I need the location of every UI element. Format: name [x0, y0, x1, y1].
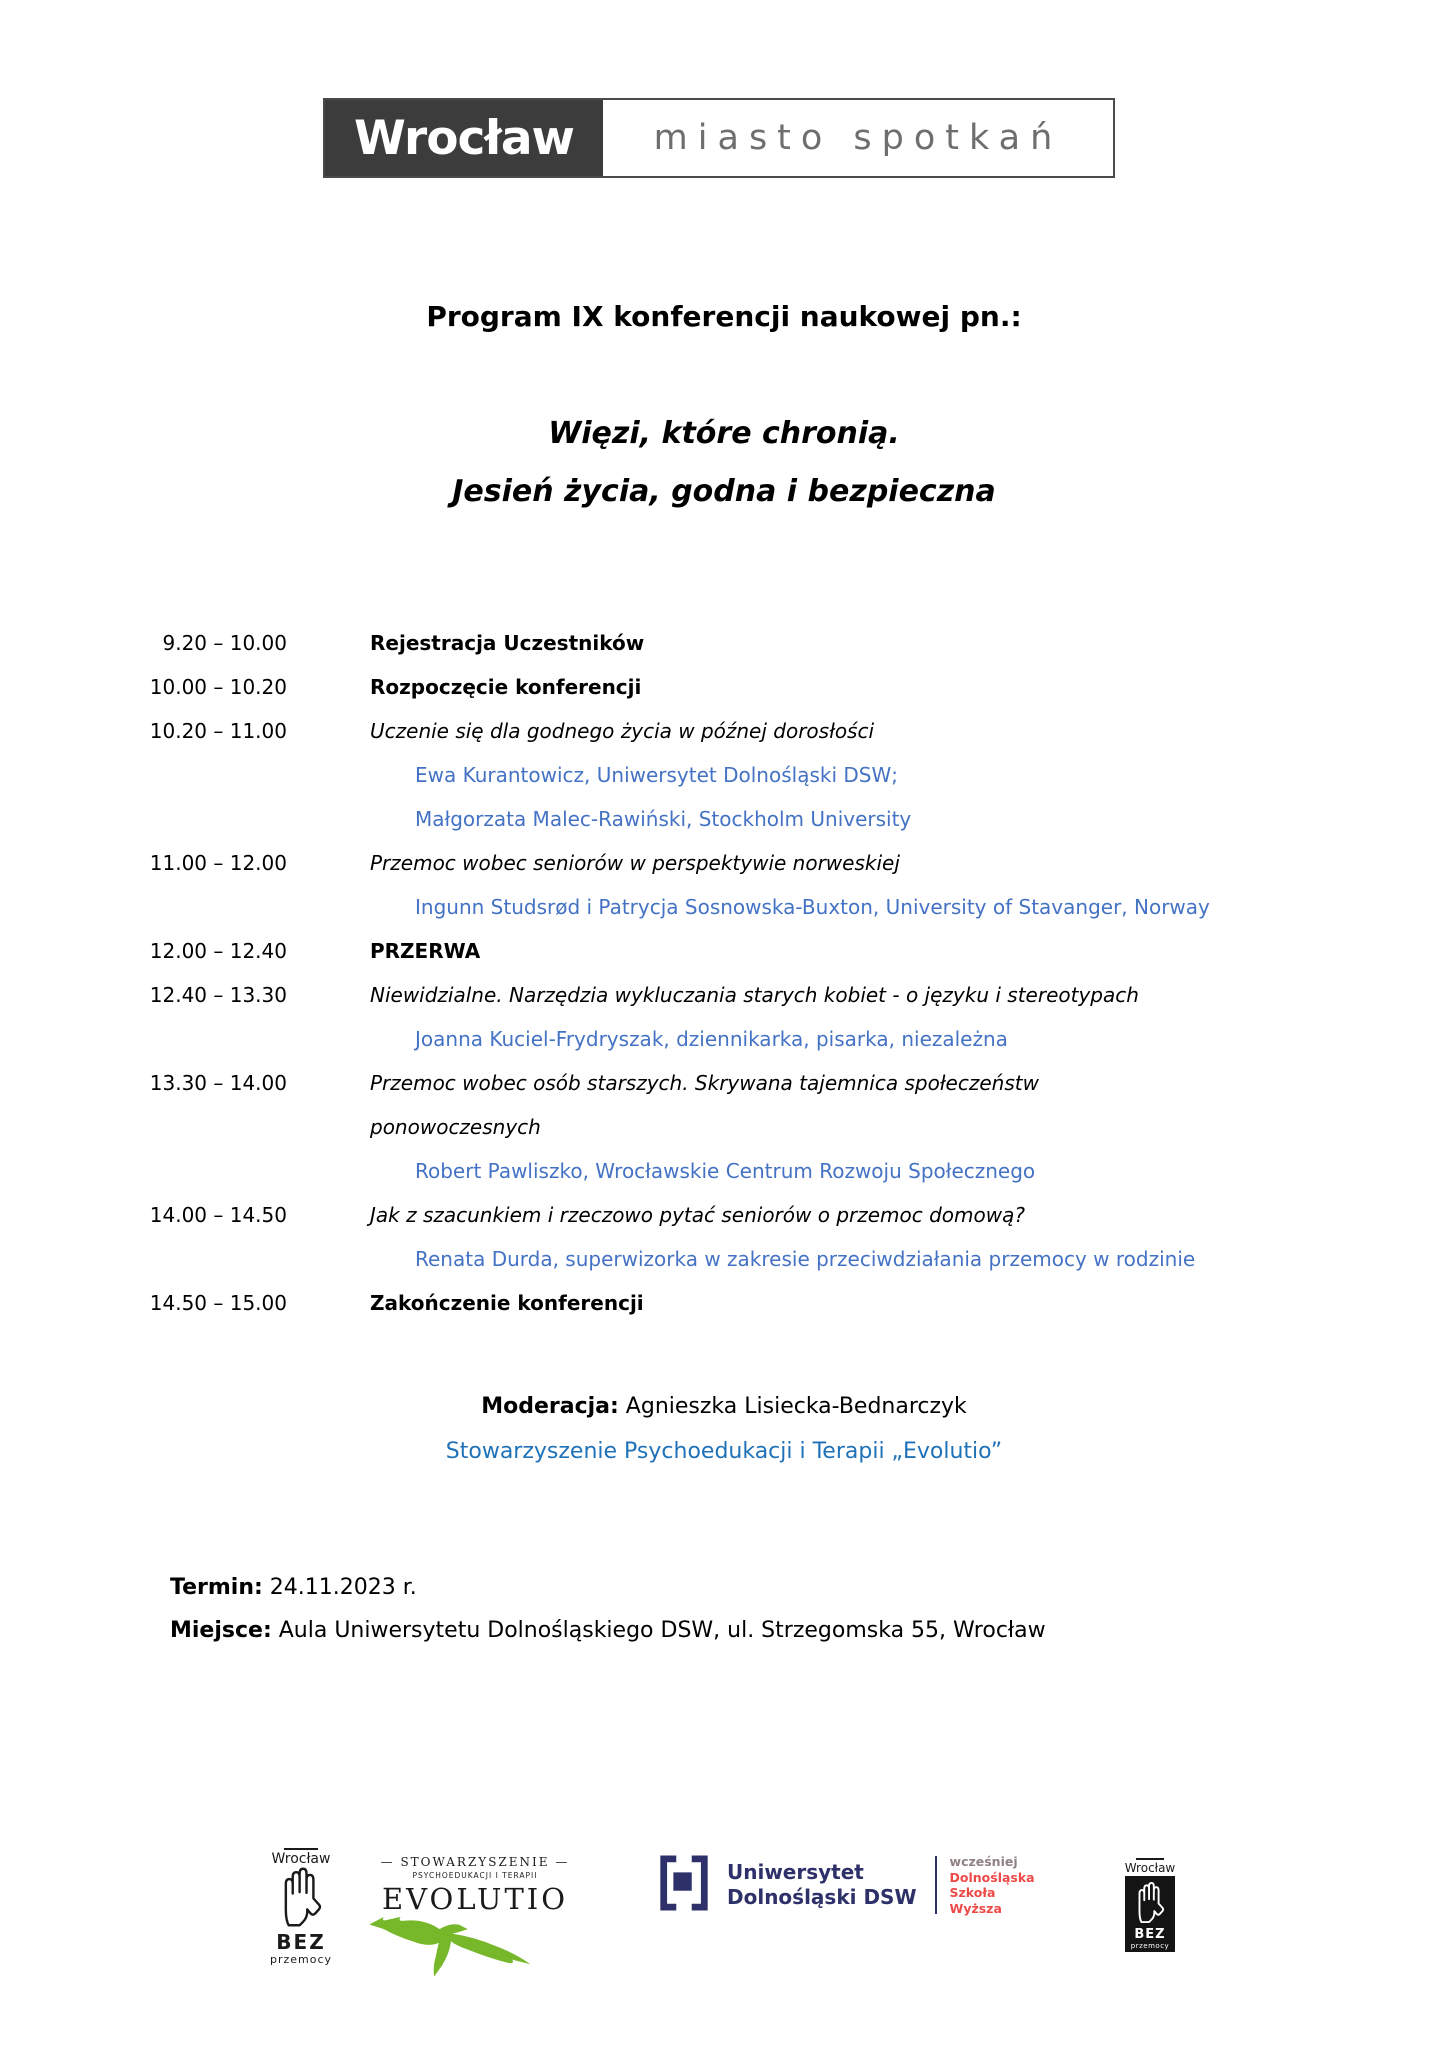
schedule-row: [144, 885, 1344, 929]
schedule-speaker: Ewa Kurantowicz, Uniwersytet Dolnośląski DSW;: [415, 763, 898, 787]
schedule-speaker: Małgorzata Malec-Rawiński, Stockholm University: [415, 807, 912, 831]
schedule-row: [144, 973, 1344, 1017]
schedule-row: [144, 1105, 1344, 1149]
schedule-row: [144, 753, 1344, 797]
schedule-title: Niewidzialne. Narzędzia wykluczania starych kobiet - o języku i stereotypach: [370, 983, 1139, 1007]
conference-subtitle-line2: Jesień życia, godna i bezpieczna: [452, 474, 996, 509]
schedule-speaker: Joanna Kuciel-Frydryszak, dziennikarka, pisarka, niezależna: [415, 1027, 1008, 1051]
schedule-time: 9.20 – 10.00: [162, 631, 287, 655]
wroclaw-city-logo: [323, 98, 1115, 178]
schedule-row: [144, 1193, 1344, 1237]
schedule-row: [144, 797, 1344, 841]
evolutio-subtitle: PSYCHOEDUKACJI I TERAPII: [412, 1871, 538, 1880]
date-label: Termin:: [170, 1575, 263, 1600]
logo-city-label: Wrocław: [271, 1851, 331, 1867]
schedule-time: [144, 885, 287, 929]
schedule-time: 13.30 – 14.00: [149, 1071, 287, 1095]
university-name: [727, 1860, 917, 1910]
logo-dark-box: [1125, 1876, 1175, 1952]
schedule-row: [144, 1149, 1344, 1193]
conference-subtitle: [0, 405, 1448, 521]
schedule-row: [144, 841, 1344, 885]
schedule-row: [144, 665, 1344, 709]
schedule: [144, 621, 1344, 1325]
schedule-title: Zakończenie konferencji: [370, 1291, 644, 1315]
logo-city-label: Wrocław: [1124, 1861, 1176, 1875]
wroclaw-logo-name: Wrocław: [325, 100, 603, 176]
moderation-organization: Stowarzyszenie Psychoedukacji i Terapii „Evolutio”: [445, 1439, 1003, 1464]
moderation-label: Moderacja:: [481, 1394, 619, 1419]
schedule-time: [144, 1149, 287, 1193]
schedule-time: [144, 1017, 287, 1061]
former-label: wcześniej: [949, 1854, 1018, 1869]
schedule-speaker: Renata Durda, superwizorka w zakresie przeciwdziałania przemocy w rodzinie: [415, 1247, 1196, 1271]
logo-overline: [1136, 1858, 1164, 1860]
schedule-row: [144, 1281, 1344, 1325]
schedule-time: 12.40 – 13.30: [149, 983, 287, 1007]
wroclaw-logo-tagline: miasto spotkań: [653, 118, 1063, 158]
schedule-title: Rejestracja Uczestników: [370, 631, 645, 655]
schedule-speaker: Ingunn Studsrød i Patrycja Sosnowska-Buxton, University of Stavanger, Norway: [415, 895, 1210, 919]
venue-value: Aula Uniwersytetu Dolnośląskiego DSW, ul. Strzegomska 55, Wrocław: [271, 1618, 1046, 1643]
schedule-time: [144, 753, 287, 797]
logo-evolutio: [375, 1856, 575, 1914]
schedule-time: 10.20 – 11.00: [149, 719, 287, 743]
schedule-title: Uczenie się dla godnego życia w późnej dorosłości: [370, 719, 875, 743]
schedule-time: [144, 797, 287, 841]
schedule-time: [144, 1105, 287, 1149]
logo-wroclaw-bez-przemocy-dark: [1118, 1858, 1182, 1952]
logo-university-dsw: [655, 1854, 1035, 1916]
logo-bez-text: BEZ: [276, 1930, 326, 1954]
logo-przemocy-text: przemocy: [269, 1953, 333, 1966]
former-name-line2: Szkoła: [949, 1885, 996, 1900]
venue-line: [170, 1609, 1046, 1652]
university-name-line2: Dolnośląski DSW: [727, 1885, 917, 1909]
hand-icon: [1134, 1909, 1166, 1928]
evolutio-association-label: — STOWARZYSZENIE —: [380, 1855, 570, 1869]
schedule-row: [144, 1237, 1344, 1281]
schedule-row: [144, 1061, 1344, 1105]
logo-overline: [284, 1848, 318, 1850]
schedule-title: ponowoczesnych: [370, 1115, 541, 1139]
university-name-line1: Uniwersytet: [727, 1860, 864, 1884]
schedule-time: [144, 1237, 287, 1281]
schedule-time: 11.00 – 12.00: [149, 851, 287, 875]
schedule-title: Jak z szacunkiem i rzeczowo pytać seniorów o przemoc domową?: [370, 1203, 1025, 1227]
former-name-line1: Dolnośląska: [949, 1869, 1035, 1885]
university-logo-divider: [935, 1856, 937, 1914]
conference-subtitle-line1: Więzi, które chronią.: [548, 416, 900, 451]
bracket-square-icon: [655, 1854, 713, 1916]
schedule-title: Przemoc wobec seniorów w perspektywie norweskiej: [370, 851, 900, 875]
date-line: [170, 1566, 1046, 1609]
schedule-time: 12.00 – 12.40: [149, 939, 287, 963]
date-value: 24.11.2023 r.: [262, 1575, 417, 1600]
schedule-speaker: Robert Pawliszko, Wrocławskie Centrum Rozwoju Społecznego: [415, 1159, 1036, 1183]
evolutio-name: EVOLUTIO: [381, 1881, 569, 1916]
venue-label: Miejsce:: [170, 1618, 272, 1643]
university-former-name: [950, 1854, 1035, 1916]
conference-title: Program IX konferencji naukowej pn.:: [426, 300, 1022, 333]
schedule-title: PRZERWA: [370, 939, 481, 963]
logo-przemocy-text: przemocy: [1130, 1942, 1170, 1950]
schedule-title: Przemoc wobec osób starszych. Skrywana tajemnica społeczeństw: [370, 1071, 1039, 1095]
schedule-title: Rozpoczęcie konferencji: [370, 675, 642, 699]
logo-wroclaw-bez-przemocy-light: [258, 1848, 344, 1965]
moderation-block: [0, 1384, 1448, 1474]
former-name-line3: Wyższa: [949, 1900, 1002, 1916]
schedule-time: 10.00 – 10.20: [149, 675, 287, 699]
schedule-time: 14.50 – 15.00: [149, 1291, 287, 1315]
schedule-row: [144, 709, 1344, 753]
moderation-name: Agnieszka Lisiecka-Bednarczyk: [618, 1394, 967, 1419]
moderation-line: [0, 1384, 1448, 1429]
schedule-row: [144, 929, 1344, 973]
details-block: [170, 1566, 1046, 1652]
schedule-row: [144, 621, 1344, 665]
schedule-row: [144, 1017, 1344, 1061]
schedule-time: 14.00 – 14.50: [149, 1203, 287, 1227]
logo-bez-text: BEZ: [1134, 1927, 1166, 1942]
